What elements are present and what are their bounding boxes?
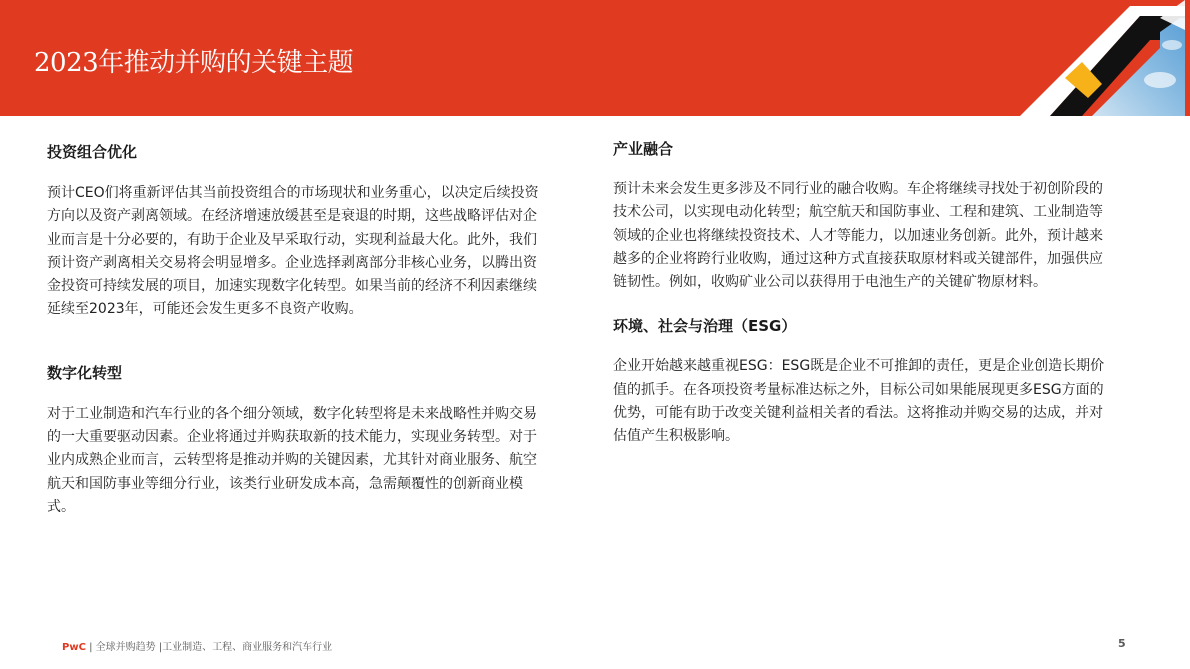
footer	[62, 638, 332, 653]
section-heading-esg: 环境、社会与治理（ESG）	[613, 317, 797, 336]
header-banner	[0, 0, 1190, 116]
right-column	[613, 139, 1113, 449]
section-body-portfolio: 预计CEO们将重新评估其当前投资组合的市场现状和业务重心，以决定后续投资方向以及资产剥离领域。在经济增速放缓甚至是衰退的时期，这些战略评估对企业而言是十分必要的，有助于企业及早采取行动，实现利益最大化。此外，我们预计资产剥离相关交易将会明显增多。企业选择剥离部分非核心业务，以腾出资金投资可持续发展的项目，加速实现数字化转型。如果当前的经济不利因素继续延续至2023年，可能还会发生更多不良资产收购。	[47, 185, 539, 318]
footer-text: | 全球并购趋势 |工业制造、工程、商业服务和汽车行业	[85, 642, 333, 653]
page-number: 5	[1118, 637, 1126, 650]
section-body-convergence: 预计未来会发生更多涉及不同行业的融合收购。车企将继续寻找处于初创阶段的技术公司，以实现电动化转型；航空航天和国防事业、工程和建筑、工业制造等领域的企业也将继续投资技术、人才等能力，以加速业务创新。此外，预计越来越多的企业将跨行业收购，通过这种方式直接获取原材料或关键部件，加强供应链韧性。例如，收购矿业公司以获得用于电池生产的关键矿物原材料。	[613, 181, 1103, 291]
left-column	[47, 142, 547, 519]
corner-arrow-graphic	[1010, 0, 1190, 116]
section-heading-digital: 数字化转型	[47, 363, 123, 382]
page-title: 2023年推动并购的关键主题	[34, 48, 354, 78]
section-heading-portfolio: 投资组合优化	[47, 143, 138, 161]
section-heading-convergence: 产业融合	[613, 140, 674, 158]
footer-brand: PwC	[62, 642, 86, 653]
section-body-digital: 对于工业制造和汽车行业的各个细分领域，数字化转型将是未来战略性并购交易的一大重要驱动因素。企业将通过并购获取新的技术能力，实现业务转型。对于业内成熟企业而言，云转型将是推动并购的关键因素，尤其针对商业服务、航空航天和国防事业等细分行业，该类行业研发成本高，急需颠覆性的创新商业模式。	[47, 405, 537, 515]
section-body-esg: 企业开始越来越重视ESG：ESG既是企业不可推卸的责任，更是企业创造长期价值的抓手。在各项投资考量标准达标之外，目标公司如果能展现更多ESG方面的优势，可能有助于改变关键利益相关者的看法。这将推动并购交易的达成，并对估值产生积极影响。	[613, 358, 1105, 445]
